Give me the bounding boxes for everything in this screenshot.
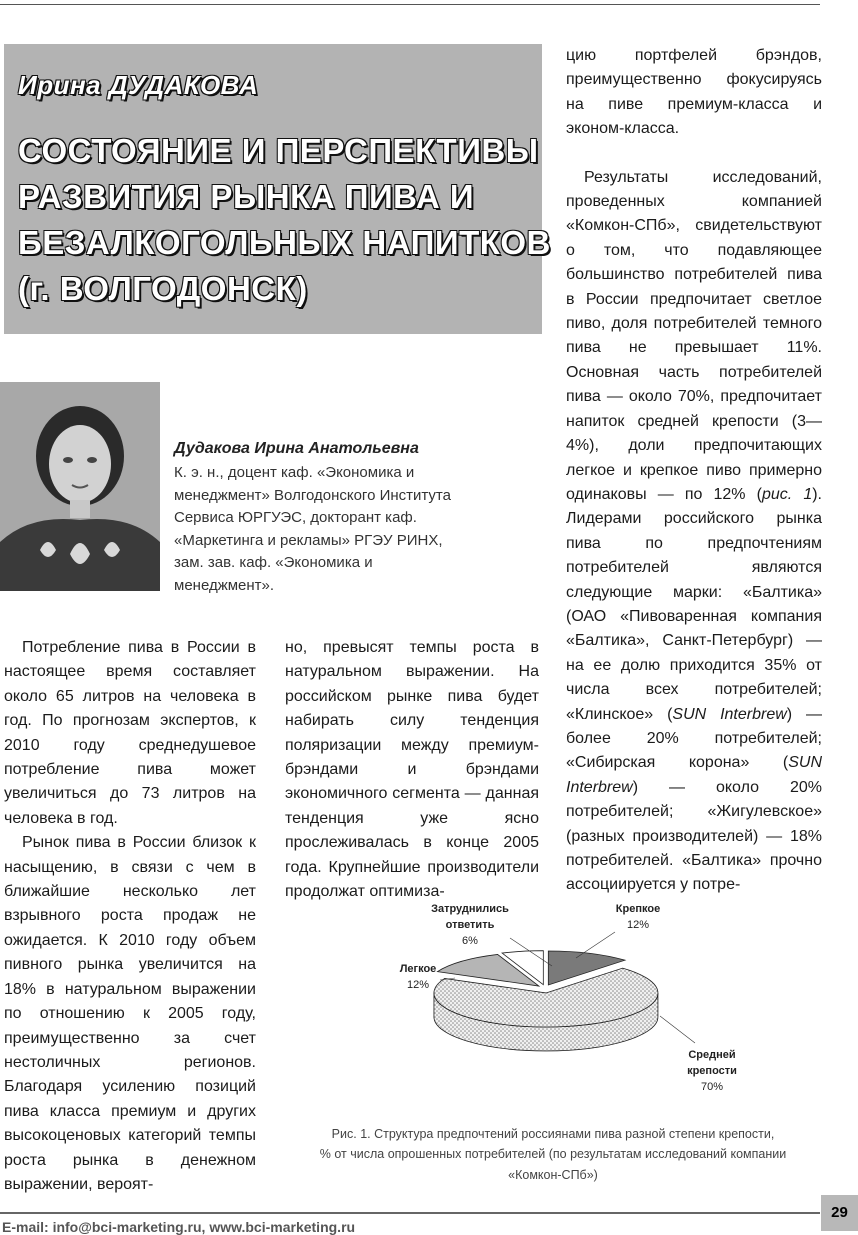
paragraph: Результаты исследований, проведенных компанией «Комкон-СПб», свидетельствуют о том, что подавляющее большинство потребителей пива в России предпочитает светлое пиво, доля потребителей темного пива не превышает 11%. Основная часть потребителей пива — около 70%, предпочитает напиток средней крепости (3—4%), доли предпочитающих легкое и крепкое пиво примерно одинаковы — по 12% (рис. 1). Лидерами российского рынка пива по предпочтениям потребителей являются следующие марки: «Балтика» (ОАО «Пивоваренная компания «Балтика», Санкт-Петербург) — на ее долю приходится 35% от числа всех потребителей; «Клинское» (SUN Interbrew) — более 20% потребителей; «Сибирская корона» (SUN Interbrew) — около 20% потребителей; «Жигулевское» (разных производителей) — 18% потребителей. «Балтика» прочно ассоциируется у потре- xyxy=(566,168,822,894)
pie-category-label: Легкое xyxy=(399,963,437,975)
title-line: БЕЗАЛКОГОЛЬНЫХ НАПИТКОВ xyxy=(18,224,551,261)
caption-line: % от числа опрошенных потребителей (по результатам исследований компании xyxy=(319,1147,787,1162)
paragraph: но, превысят темпы роста в натуральном выражении. На российском рынке пива будет набирать силу тенденция поляризации между премиум-брэндами и брэндами экономичного сегмента — данная тенденция уже ясно прослеживалась в конце 2005 года. Крупнейшие производители продолжат оптимиза- xyxy=(285,639,539,901)
pie-value-label: 70% xyxy=(700,1081,724,1093)
pie-chart xyxy=(360,898,740,1113)
title-line: РАЗВИТИЯ РЫНКА ПИВА И xyxy=(18,178,475,215)
body-column-1 xyxy=(4,636,256,1197)
bio-line: менеджмент» Волгодонского Института xyxy=(174,486,451,504)
top-rule xyxy=(0,4,820,5)
bio-line: «Маркетинга и рекламы» РГЭУ РИНХ, xyxy=(174,531,443,549)
pie-category-label: крепости xyxy=(687,1065,737,1077)
brand-owner: SUN Interbrew xyxy=(566,754,822,796)
article-title xyxy=(18,128,551,312)
bio-details xyxy=(174,462,534,597)
bio-name: Дудакова Ирина Анатольевна xyxy=(174,440,419,457)
body-column-3 xyxy=(566,44,822,898)
footer-rule xyxy=(0,1212,820,1214)
paragraph: Потребление пива в России в настоящее время составляет около 65 литров на человека в год. По прогнозам экспертов, к 2010 году среднедушевое потребление пива может увеличиться до 73 литров на человека в год. xyxy=(4,639,256,827)
title-line: СОСТОЯНИЕ И ПЕРСПЕКТИВЫ xyxy=(18,132,539,169)
bio-line: Сервиса ЮРГУЭС, докторант каф. xyxy=(174,509,417,526)
pie-category-label: ответить xyxy=(445,919,495,931)
author-heading: Ирина ДУДАКОВА xyxy=(18,70,259,100)
pie-category-label: Средней xyxy=(688,1049,736,1061)
footer-contact: E-mail: info@bci-marketing.ru, www.bci-marketing.ru xyxy=(2,1219,356,1235)
author-photo xyxy=(0,382,160,591)
pie-value-label: 6% xyxy=(462,935,478,947)
page-number: 29 xyxy=(821,1195,858,1231)
pie-leader-line xyxy=(660,1016,695,1043)
figure-caption xyxy=(283,1124,823,1185)
body-column-2 xyxy=(285,636,539,904)
figure-reference: рис. 1 xyxy=(761,485,813,503)
title-line: (г. ВОЛГОДОНСК) xyxy=(18,270,308,307)
bio-line: К. э. н., доцент каф. «Экономика и xyxy=(174,464,415,481)
pie-value-label: 12% xyxy=(626,919,650,931)
caption-line: Рис. 1. Структура предпочтений россиянами пива разной степени крепости, xyxy=(331,1127,775,1141)
paragraph: цию портфелей брэндов, преимущественно фокусируясь на пиве премиум-класса и эконом-класса. xyxy=(566,47,822,138)
portrait-image xyxy=(0,382,160,591)
pie-value-label: 12% xyxy=(406,979,430,991)
bio-line: зам. зав. каф. «Экономика и xyxy=(174,554,373,571)
paragraph: Рынок пива в России близок к насыщению, в связи с чем в ближайшие несколько лет взрывного роста продаж не ожидается. К 2010 году объем пивного рынка увеличится на 18% в натуральном выражении по отношению к 2005 году, преимущественно за счет нестоличных регионов. Благодаря усилению позиций пива класса премиум и других высокоценовых категорий темпы роста рынка в денежном выражении, вероят- xyxy=(4,834,256,1193)
bio-line: менеджмент». xyxy=(174,576,275,594)
caption-line: «Комкон-СПб») xyxy=(508,1167,598,1182)
pie-category-label: Затруднились xyxy=(431,903,509,915)
brand-owner: SUN Interbrew xyxy=(672,705,787,723)
pie-category-label: Крепкое xyxy=(615,903,661,915)
